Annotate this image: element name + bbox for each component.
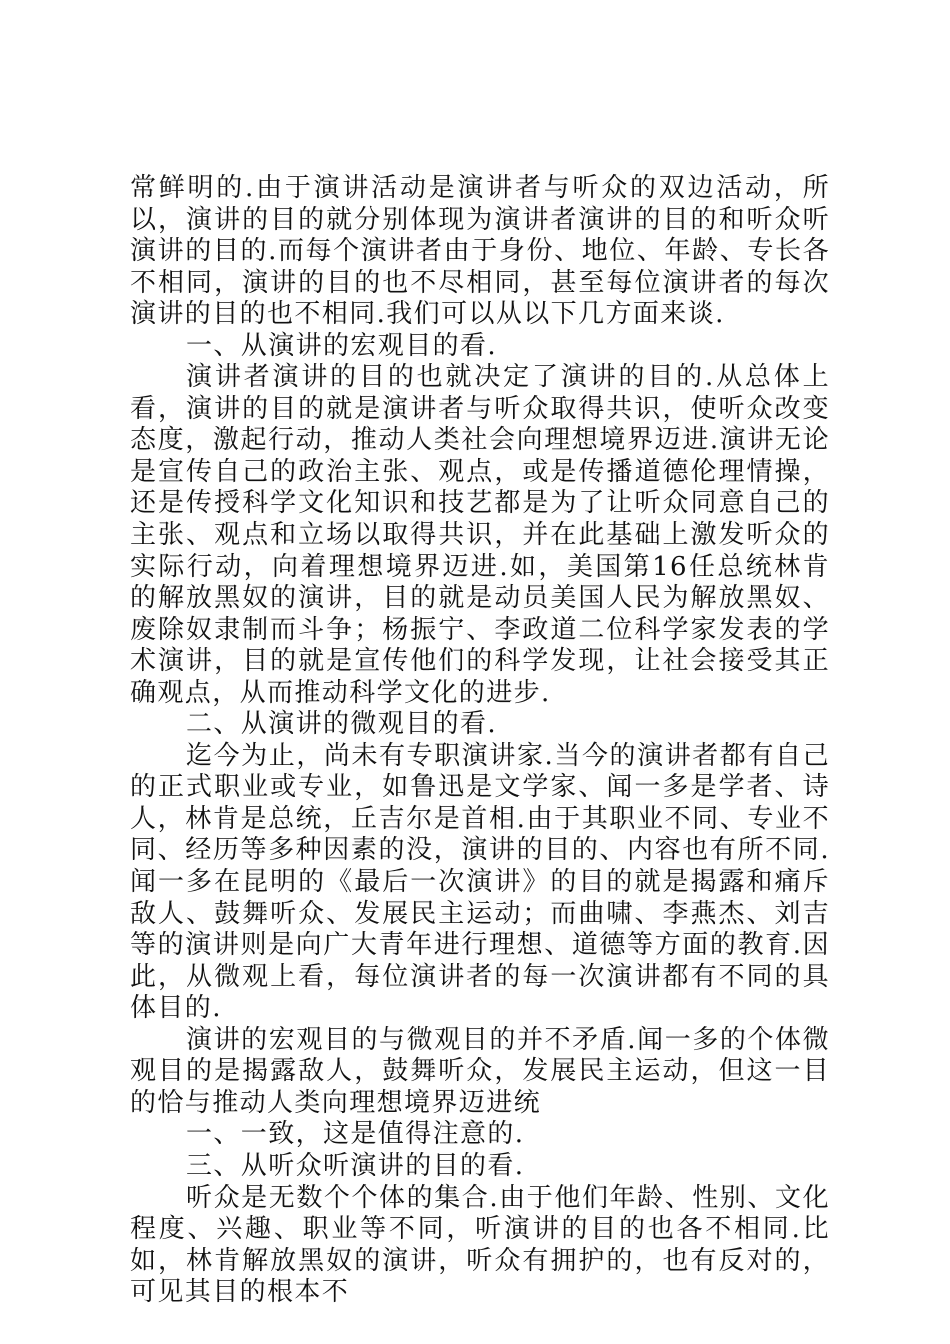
document-body — [130, 173, 830, 1309]
paragraph: 演讲者演讲的目的也就决定了演讲的目的.从总体上看，演讲的目的就是演讲者与听众取得共识，使听众改变态度，激起行动，推动人类社会向理想境界迈进.演讲无论是宣传自己的政治主张、观点，或是传播道德伦理情操，还是传授科学文化知识和技艺都是为了让听众同意自己的主张、观点和立场以取得共识，并在此基础上激发听众的实际行动，向着理想境界迈进.如，美国第16任总统林肯的解放黑奴的演讲，目的就是动员美国人民为解放黑奴、废除奴隶制而斗争；杨振宁、李政道二位科学家发表的学术演讲，目的就是宣传他们的科学发现，让社会接受其正确观点，从而推动科学文化的进步. — [130, 362, 830, 708]
section-heading: 一、从演讲的宏观目的看. — [186, 330, 498, 361]
paragraph: 听众是无数个个体的集合.由于他们年龄、性别、文化程度、兴趣、职业等不同，听演讲的目的也各不相同.比如，林肯解放黑奴的演讲，听众有拥护的，也有反对的，可见其目的根本不 — [130, 1182, 830, 1308]
paragraph: 常鲜明的.由于演讲活动是演讲者与听众的双边活动，所以，演讲的目的就分别体现为演讲者演讲的目的和听众听演讲的目的.而每个演讲者由于身份、地位、年龄、专长各不相同，演讲的目的也不尽相同，甚至每位演讲者的每次演讲的目的也不相同.我们可以从以下几方面来谈. — [130, 173, 830, 330]
paragraph: 迄今为止，尚未有专职演讲家.当今的演讲者都有自己的正式职业或专业，如鲁迅是文学家、闻一多是学者、诗人，林肯是总统，丘吉尔是首相.由于其职业不同、专业不同、经历等多种因素的没，演讲的目的、内容也有所不同.闻一多在昆明的《最后一次演讲》的目的就是揭露和痛斥敌人、鼓舞听众、发展民主运动；而曲啸、李燕杰、刘吉等的演讲则是向广大青年进行理想、道德等方面的教育.因此，从微观上看，每位演讲者的每一次演讲都有不同的具体目的. — [130, 740, 830, 1024]
paragraph: 一、一致，这是值得注意的. — [186, 1119, 525, 1150]
section-heading: 三、从听众听演讲的目的看. — [186, 1150, 525, 1181]
section-heading: 二、从演讲的微观目的看. — [186, 709, 498, 740]
paragraph: 演讲的宏观目的与微观目的并不矛盾.闻一多的个体微观目的是揭露敌人，鼓舞听众，发展民主运动，但这一目的恰与推动人类向理想境界迈进统 — [130, 1024, 830, 1118]
